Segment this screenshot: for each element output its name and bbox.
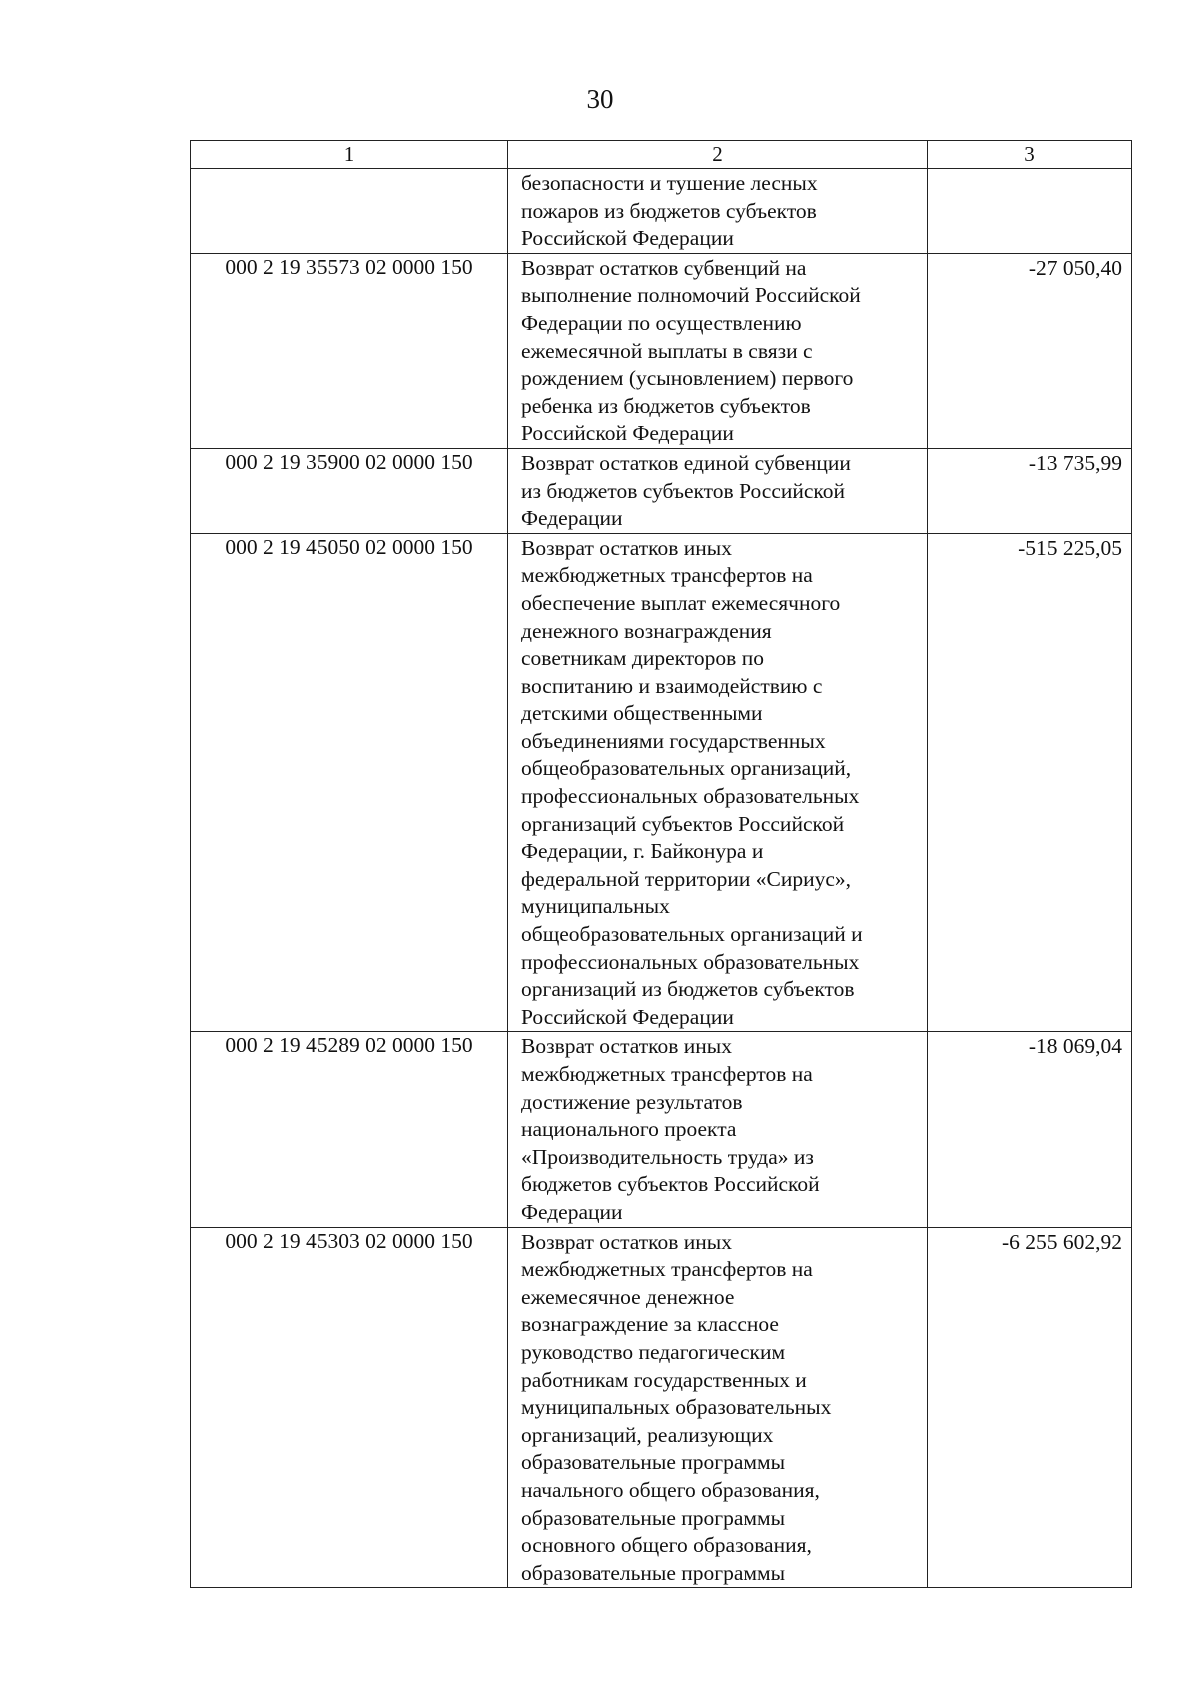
table-cell-code: 000 2 19 45303 02 0000 150 bbox=[191, 1227, 508, 1588]
budget-table bbox=[190, 140, 1132, 1588]
column-header-code: 1 bbox=[191, 141, 508, 169]
table-row bbox=[191, 253, 1132, 448]
table-row bbox=[191, 533, 1132, 1032]
table-cell-code bbox=[191, 169, 508, 254]
table-cell-code: 000 2 19 45050 02 0000 150 bbox=[191, 533, 508, 1032]
table-cell-description bbox=[508, 448, 928, 533]
continuation-text: безопасности и тушение лесных пожаров из бюджетов субъектов Российской Федерации bbox=[521, 171, 818, 251]
row-description: Возврат остатков единой субвенции из бюджетов субъектов Российской Федерации bbox=[521, 450, 851, 531]
table-cell-description bbox=[508, 533, 928, 1032]
table-cell-amount: -515 225,05 bbox=[928, 533, 1132, 1032]
table-cell-amount: -13 735,99 bbox=[928, 448, 1132, 533]
table-cell-code: 000 2 19 35900 02 0000 150 bbox=[191, 448, 508, 533]
table-cell-description bbox=[508, 1032, 928, 1227]
table-cell-code: 000 2 19 45289 02 0000 150 bbox=[191, 1032, 508, 1227]
table-row bbox=[191, 1227, 1132, 1588]
table-cell-amount: -18 069,04 bbox=[928, 1032, 1132, 1227]
table-cell-amount bbox=[928, 169, 1132, 254]
table-cell-description bbox=[508, 1227, 928, 1588]
row-description: Возврат остатков иных межбюджетных трансфертов на обеспечение выплат ежемесячного денежного вознаграждения советникам директоров по воспитанию и взаимодействию с детскими общественными объединениями государственных общеобразовательных организаций, профессиональных образовательных организаций субъектов Российской Федерации, г. Байконура и федеральной территории «Сириус», муниципальных общеобразовательных организаций и профессиональных образовательных организаций из бюджетов субъектов Российской Федерации bbox=[521, 535, 863, 1029]
table-row bbox=[191, 1032, 1132, 1227]
row-description: Возврат остатков иных межбюджетных трансфертов на достижение результатов национального проекта «Производительность труда» из бюджетов субъектов Российской Федерации bbox=[521, 1034, 820, 1224]
table-cell-amount: -27 050,40 bbox=[928, 253, 1132, 448]
table-row-continuation bbox=[191, 169, 1132, 254]
table-header-row bbox=[191, 141, 1132, 169]
table-cell-description bbox=[508, 253, 928, 448]
table-cell-code: 000 2 19 35573 02 0000 150 bbox=[191, 253, 508, 448]
table-cell-description bbox=[508, 169, 928, 254]
column-header-amount: 3 bbox=[928, 141, 1132, 169]
table-row bbox=[191, 448, 1132, 533]
column-header-description: 2 bbox=[508, 141, 928, 169]
row-description: Возврат остатков субвенций на выполнение полномочий Российской Федерации по осуществлению ежемесячной выплаты в связи с рождением (усыновлением) первого ребенка из бюджетов субъектов Российской Федерации bbox=[521, 255, 861, 446]
table-cell-amount: -6 255 602,92 bbox=[928, 1227, 1132, 1588]
row-description: Возврат остатков иных межбюджетных трансфертов на ежемесячное денежное вознаграждение за классное руководство педагогическим работникам государственных и муниципальных образовательных организаций, реализующих образовательные программы начального общего образования, образовательные программы основного общего образования, образовательные программы bbox=[521, 1229, 832, 1585]
page-number: 30 bbox=[586, 84, 614, 114]
